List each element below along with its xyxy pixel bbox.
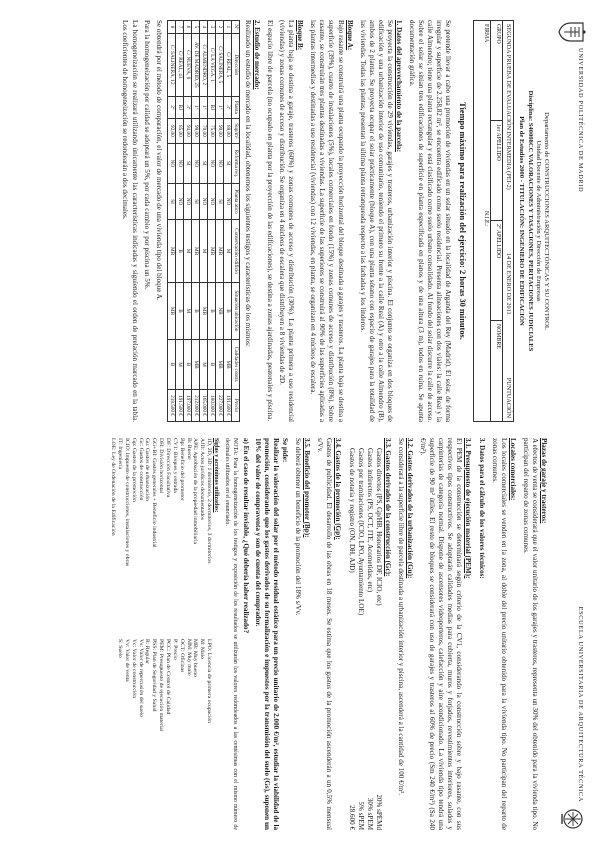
acronym-item: S: Suelo xyxy=(117,639,124,659)
shops-title: Locales comerciales: xyxy=(508,438,517,501)
acronym-item: Bp: Beneficio del promotor xyxy=(178,438,185,501)
table-cell: 8 xyxy=(167,21,175,34)
acronym-item: DH: División horizontal xyxy=(158,438,165,494)
acronym-item: LPO: Licencia de primera ocupación xyxy=(206,639,213,724)
degree-title: Plan de Estudios 2000 - TITULACIÓN: INGENIERO DE EDIFICACIÓN xyxy=(518,116,526,326)
section-2-note-2: Para la homogeneización por calidad se adoptará un 5%, por cada cambio y por piscina un 5%. xyxy=(142,20,151,290)
section-3-2-text: Se considerará a la superficie libre de parcela destinada a urbanización interior y piscina, ascenderá a la cantidad de 100 €/m². xyxy=(396,438,405,796)
department-unit: Unidad Docente de Administración y Dirección de Empresas xyxy=(534,140,542,302)
subject-title: Disciplina: S40008CC VALORACIONES Y TASACIONES, PERITACIONES JUDICIALES xyxy=(526,90,534,352)
table-cell: SI xyxy=(215,183,223,219)
exam-date: 14 DE ENERO DE 2011 xyxy=(505,252,513,315)
acronym-item: Gc: Gastos de construcción xyxy=(137,438,144,501)
market-table-body xyxy=(167,21,231,422)
acronyms-left xyxy=(109,438,212,629)
table-cell: 70,00 xyxy=(199,118,207,143)
th-area: Sup/m² xyxy=(231,118,239,143)
acronym-item: Vv: Valor de venta xyxy=(123,639,130,682)
table-cell: C/ NUEVA, 8 xyxy=(183,33,191,96)
acronym-item: ICIO: Impuesto de construcciones, instalaciones y obras xyxy=(123,438,130,567)
table-cell: 75,00 xyxy=(207,118,215,143)
table-cell: BJ xyxy=(207,96,215,118)
table-cell: M xyxy=(223,220,231,283)
table-cell: 3ª xyxy=(183,96,191,118)
table-cell: 90,00 xyxy=(215,118,223,143)
section-2-title: 2. Estudio de mercado: xyxy=(252,20,261,90)
note-text: NOTA: Para la homogeneización de los testigos y exposición de los resultados se utilizarán los valores redondeados a las centésimas con el mismo número de decimales utilizados en el enunciado. xyxy=(224,438,238,830)
acronym-item: PCC: Plan de Control de Calidad xyxy=(164,639,171,715)
acronym-item: Vs: Valor de repercusión del suelo xyxy=(137,639,144,718)
department-block xyxy=(517,20,550,422)
acronym-item: OCT: Oficinas xyxy=(178,639,185,673)
table-cell: NO xyxy=(175,183,183,219)
section-3-5-text: Se deberá obtener un beneficio de la promoción del 18% s/Vv. xyxy=(294,438,303,616)
nie-field[interactable]: N.I.E.: xyxy=(483,211,490,227)
table-cell: 197.000 € xyxy=(183,390,191,422)
bloque-a-text: Bajo rasante se construirá una planta ocupando la proyección horizontal del bloque destinada a garajes y trasteros. La planta baja se destina a superficie (39%), cuarto de instalaciones (5%), locales comerciales en fondo (15%) y zonas comunes de acceso y distribución (8%). Sobre rasante, se construirán tres plantas destinadas a viviendas. La superficie de las superiores se construirá al 90% de las superficies aplicadas a las plantas intermedias y destinadas a uso residencial (viviendas) con 12 viviendas, en planta, se organizan en 4 núcleos de escalera. xyxy=(309,20,345,422)
table-cell: C/ SALINERA, 5 xyxy=(215,33,223,96)
table-cell: SI xyxy=(223,143,231,183)
section-3-title: 3. Datos para el cálculo de los valores técnicos: xyxy=(477,438,486,579)
market-table xyxy=(167,20,240,422)
acronym-item: PSS: Plan de Seguridad y Salud xyxy=(151,639,158,712)
table-row xyxy=(183,21,191,422)
table-cell: 7 xyxy=(175,21,183,34)
acronym-item: PEM: Presupuesto de ejecución material xyxy=(158,639,165,732)
table-cell: C/ REAL, 5 xyxy=(223,33,231,96)
section-3-4-text: Gastos de publicidad. El desarrollo de las obras en 18 meses. Se estima que los gastos de la promoción ascenderán a un 0,5% mensual s/Vv. xyxy=(316,438,334,830)
table-cell: MB xyxy=(215,339,223,389)
table-row xyxy=(207,21,215,422)
table-cell: 5 xyxy=(191,21,199,34)
table-cell: 1ª xyxy=(215,96,223,118)
table-cell: 180.000 € xyxy=(207,390,215,422)
table-cell: 85,00 xyxy=(175,118,183,143)
table-cell: NO xyxy=(183,183,191,219)
signature-field[interactable]: FIRMA xyxy=(483,24,490,43)
table-cell: B xyxy=(167,339,175,389)
table-row xyxy=(223,21,231,422)
acronym-item: MB: Muy bueno xyxy=(192,639,199,677)
table-cell: C/ LA VEGA, 1 xyxy=(207,33,215,96)
table-cell: MB xyxy=(207,220,215,283)
acronym-item: 1D, 2D, 3D: 1 dormitorio, 2 dormitorios, 3 dormitorios xyxy=(206,438,213,564)
bloque-a-title: Bloque A: xyxy=(345,20,354,51)
table-row xyxy=(175,21,183,422)
acronyms-grid xyxy=(109,438,212,830)
table-cell: B xyxy=(175,282,183,339)
table-cell: 191.500 € xyxy=(175,390,183,422)
section-3-2-title: 3.2. Gastos derivados de la urbanización (Gu): xyxy=(405,438,414,579)
exam-label: SEGUNDA PRUEBA DE EVALUACIÓN INTERMEDIA (PEI-2) xyxy=(505,24,513,190)
table-header-row xyxy=(231,21,239,422)
table-cell: MB xyxy=(167,282,175,339)
table-cell: NO xyxy=(191,143,199,183)
cost-item: Gastos de notaría y registro (ON, DH, AJD) 28.600 € xyxy=(347,448,356,830)
acronym-item: MM: Muy malo xyxy=(185,639,192,676)
table-cell: 3ª xyxy=(223,96,231,118)
th-reform: Reforma req. xyxy=(231,143,239,183)
th-floor: Planta xyxy=(231,96,239,118)
table-cell: SI xyxy=(167,183,175,219)
table-cell: 6 xyxy=(183,21,191,34)
signature-row xyxy=(473,20,490,422)
table-cell: M xyxy=(199,339,207,389)
table-cell: B xyxy=(191,282,199,339)
garage-text: A efectos de venta se considerará que el valor unitario de los garajes y trasteros, representa un 30% del obtenido para la vivienda tipo. No participan del reparto de zonas comunes. xyxy=(521,438,539,830)
table-cell: 227.000 € xyxy=(215,390,223,422)
table-cell: MB xyxy=(191,220,199,283)
table-cell: M xyxy=(175,339,183,389)
table-cell: B xyxy=(175,220,183,283)
table-cell: NO xyxy=(207,183,215,219)
cost-item: Gastos directos (PS, Gp/HB, Honorarios DF, ICIO, etc) 20% sPEMd xyxy=(374,448,383,830)
section-3-5-title: 3.5. Beneficio del promotor (Bp): xyxy=(303,438,312,538)
table-cell: NO xyxy=(199,183,207,219)
table-cell: C/ ALMENDRO, 2 xyxy=(199,33,207,96)
acronym-item: R: Regular xyxy=(144,639,151,664)
table-cell: C/ REAL, 43 xyxy=(175,33,183,96)
table-cell: NO xyxy=(215,143,223,183)
bloque-b-title: Bloque B: xyxy=(296,20,305,51)
table-cell: 2 xyxy=(215,21,223,34)
table-cell: BJ xyxy=(175,96,183,118)
left-column xyxy=(10,20,586,422)
table-cell: B xyxy=(223,282,231,339)
grade-label: PUNTUACIÓN xyxy=(505,377,513,418)
table-cell: NO xyxy=(223,183,231,219)
th-address: Dirección xyxy=(231,33,239,96)
table-cell: 2ª xyxy=(167,96,175,118)
table-cell: 165.000 € xyxy=(199,390,207,422)
table-cell: 94,00 xyxy=(183,118,191,143)
acronym-item: M: Malo xyxy=(199,639,206,660)
section-3-3-title: 3.3. Gastos derivados de la construcción (Gc): xyxy=(383,438,392,577)
acronym-item: IT: Ingeniería xyxy=(117,438,124,470)
table-cell: 92,00 xyxy=(167,118,175,143)
table-cell: B xyxy=(183,339,191,389)
table-cell: 1ª xyxy=(191,96,199,118)
garage-title: Plazas de garaje y trasteros: xyxy=(540,438,548,524)
department-name: Departamento de CONSTRUCCIONES ARQUITECTÓNICAS Y SU CONTROL xyxy=(543,112,550,330)
table-cell: 3 xyxy=(207,21,215,34)
acronym-item: P: Precio xyxy=(171,639,178,660)
question-1: Realizar la valoración del solar por el método residual estático para un precio unitario de 2.000 €/m², estudiar la viabilidad de la promoción, considerando que los gastos derivados de su formalización e impuestos por la transmisión del suelo (Gs), suponen un 10% del valor de compraventa y son de cuenta del comprador. xyxy=(253,438,280,830)
table-cell: 212.000 € xyxy=(191,390,199,422)
section-3-1-title: 3.1. Presupuesto de ejecución material (PEM): xyxy=(464,438,473,579)
table-cell: M xyxy=(199,220,207,283)
table-cell: SI xyxy=(199,143,207,183)
right-column xyxy=(10,438,586,830)
costs-list xyxy=(346,448,382,830)
acronym-item: LOE: Ley de Ordenación de la Edificación xyxy=(110,438,117,536)
table-cell: NO xyxy=(175,143,183,183)
table-cell: AV. DE MADRID, 25 xyxy=(191,33,199,96)
table-cell: M xyxy=(183,220,191,283)
question-2: a) En el caso de resultar inviable, ¿Qué debería haber realizado? xyxy=(241,438,250,634)
school-crest-icon xyxy=(558,808,586,830)
table-cell: SI xyxy=(183,143,191,183)
free-space-text: El espacio libre de parcela (no ocupado en planta por la proyección de las edificaciones), se destina a zonas ajardinadas, peatonales y piscina. xyxy=(265,20,274,422)
acronym-item: APE: Aprobación de la propiedad inmobiliaria xyxy=(192,438,199,544)
exam-bar xyxy=(502,20,514,422)
time-limit: Tiempo máximo para realización del ejercicio: 2 horas 30 minutos. xyxy=(458,102,468,340)
table-row xyxy=(167,21,175,422)
name-field[interactable]: NOMBRE xyxy=(495,324,502,349)
section-2-text: Realizado un estudio de mercado en la localidad, obtenemos los siguientes testigos y características de los mismos: xyxy=(243,20,252,347)
shops-text: Los locales comerciales se venden en la zona, al doble del precio unitario obtenido para la vivienda tipo. No participan del reparto de zonas comunes. xyxy=(490,438,508,830)
acronym-item: Gp: Gastos de la promoción xyxy=(130,438,137,502)
table-cell: NO xyxy=(167,143,175,183)
section-3-4-title: 3.4. Gastos de la promoción (Gp): xyxy=(334,438,343,540)
table-cell: B xyxy=(207,339,215,389)
th-quality: Calidades constr. xyxy=(231,339,239,389)
acronyms-title: Siglas y acrónimos utilizados: xyxy=(213,438,220,513)
acronym-item: DF: Dirección Facultativa xyxy=(164,438,171,498)
student-id-grid xyxy=(490,20,502,422)
table-cell: 218.500 € xyxy=(167,390,175,422)
table-cell: MB xyxy=(191,339,199,389)
intro-paragraph: Se pretende llevar a cabo una promoción de viviendas en un solar situado en la localidad de Arganda del Rey (Madrid). El solar, de forma irregular y superficie de 2.258,82 m², se encuentra edificado como suelo residencial. Presenta alineaciones con dos viales: la calle Real y la calle Almendro; tiene una planta rectangular y está clasificado como suelo urbano consolidado. Al fondo del solar discurre la calle de acceso. Sobre el solar se sitúan tres edificaciones de superficie en planta especificada en planos y de una altura (3 m), todos en ruina. Se apunta documentación gráfica. xyxy=(408,20,453,422)
acronym-item: GG+BI: Gastos generales + Beneficio industrial xyxy=(151,438,158,548)
section-2-note-3: La homogeneización se realizará utilizando únicamente las características indicadas y siguiendo el orden de prelación marcado en la tabla. Los coeficientes de homogeneización se redondearán a dos decimales. xyxy=(121,20,139,422)
table-cell: 1ª xyxy=(199,96,207,118)
table-cell: MB xyxy=(199,282,207,339)
acronym-item: B: Bueno xyxy=(185,438,192,460)
table-cell: 191.600 € xyxy=(223,390,231,422)
acronym-item: AJD: Actos jurídicos documentados xyxy=(199,438,206,520)
cost-item: Gastos por tramitaciones (ICIO, LPO, Ayuntamiento LOE) 5% sPEM xyxy=(356,448,365,830)
table-row xyxy=(191,21,199,422)
table-row xyxy=(199,21,207,422)
table-cell: MB xyxy=(215,220,223,283)
school-name: ESCUELA UNIVERSITARIA DE ARQUITECTURA TÉCNICA xyxy=(577,606,584,802)
acronym-item: Vc: Valor de construcción xyxy=(130,639,137,699)
section-1-title: 1. Datos del aprovechamiento de la parcela: xyxy=(394,20,403,152)
table-cell: 98,00 xyxy=(191,118,199,143)
table-cell: 1 xyxy=(223,21,231,34)
th-condition: Conservación edificio xyxy=(231,220,239,283)
table-cell: 4 xyxy=(199,21,207,34)
table-cell: B xyxy=(207,282,215,339)
university-name: UNIVERSIDAD POLITÉCNICA DE MADRID xyxy=(577,48,584,193)
header-left xyxy=(552,20,586,422)
second-surname-field[interactable]: 2º APELLIDO xyxy=(491,221,502,321)
table-cell: SI xyxy=(191,183,199,219)
tasks-title: Se pide: xyxy=(281,438,290,463)
group-field[interactable]: GRUPO xyxy=(491,21,502,121)
table-cell: 88,00 xyxy=(223,118,231,143)
section-3-1-text: El PEM de la construcción se determinará según criterio de la CV1, considerando la construcción sobre y bajo rasante, con sus respectivos tipos constructivos. Se adoptarán calidades medias para cubierta, muros y forjados, revestimientos interiores, solados y carpinterías de categoría normal. Dispone de ascensores videoporteros, calefacción y aire acondicionado. La vivienda tipo tendrá una superficie de 90 m² útiles. El resto de bloques se considerará con uso de garajes y trasteros al 60% de precio (Sm 240 €/m²) (Sa 240 €/m²). xyxy=(419,438,464,830)
table-cell: M xyxy=(183,282,191,339)
table-row xyxy=(215,21,223,422)
bloque-b-text: La planta baja se destina a garaje, trasteros (60%) y zonas comunes de acceso y distribución (30%). La planta primera a uso residencial (viviendas) y zonas comunes de acceso y distribución. Se organiza en 4 núcleos de escalera que distribuyen a 8 viviendas de 2D. xyxy=(278,20,296,422)
first-surname-field[interactable]: 1er APELLIDO xyxy=(491,121,502,221)
th-location: Situación ubicación xyxy=(231,282,239,339)
acronym-item: Gu: Gastos de urbanización xyxy=(144,438,151,502)
acronym-item: CV1: Bloques y entrada xyxy=(171,438,178,493)
header-right xyxy=(552,438,586,830)
cost-item: Gastos indirectos (PS, OCT, ITE, Acometidas, etc) 30% sPEM xyxy=(365,448,374,830)
th-num: Nº xyxy=(231,21,239,34)
university-crest-icon xyxy=(558,20,586,44)
table-cell: C/ SALINERA, 12 xyxy=(167,33,175,96)
table-cell: MB xyxy=(167,220,175,283)
th-price: Precio xyxy=(231,390,239,422)
th-attic: Planta ático xyxy=(231,183,239,219)
table-cell: NB xyxy=(215,282,223,339)
table-cell: MB xyxy=(223,339,231,389)
section-1-text: Se proyecta la construcción de 29 viviendas, garajes y trasteros, urbanización interior y piscina. El conjunto se organiza en dos bloques de edificación y una urbanización interior de uso comunitario, teniendo el primero su frente a la calle Real (A) y otro a la calle Almendro (B), ambos de 2 plantas. Se proyecta ocupar el solar prácticamente (bloque A), con una planta sótano con espacio de garajes para la totalidad de las viviendas. Todas las plantas, presentan la última planta retranqueada respecto a las fachadas y los linderos. xyxy=(358,20,394,422)
acronyms-right xyxy=(109,639,212,830)
section-2-note-1: Se obtendrá por el método de comparación, el valor de mercado de una vivienda tipo del bloque A. xyxy=(154,20,163,301)
table-cell: NO xyxy=(207,143,215,183)
